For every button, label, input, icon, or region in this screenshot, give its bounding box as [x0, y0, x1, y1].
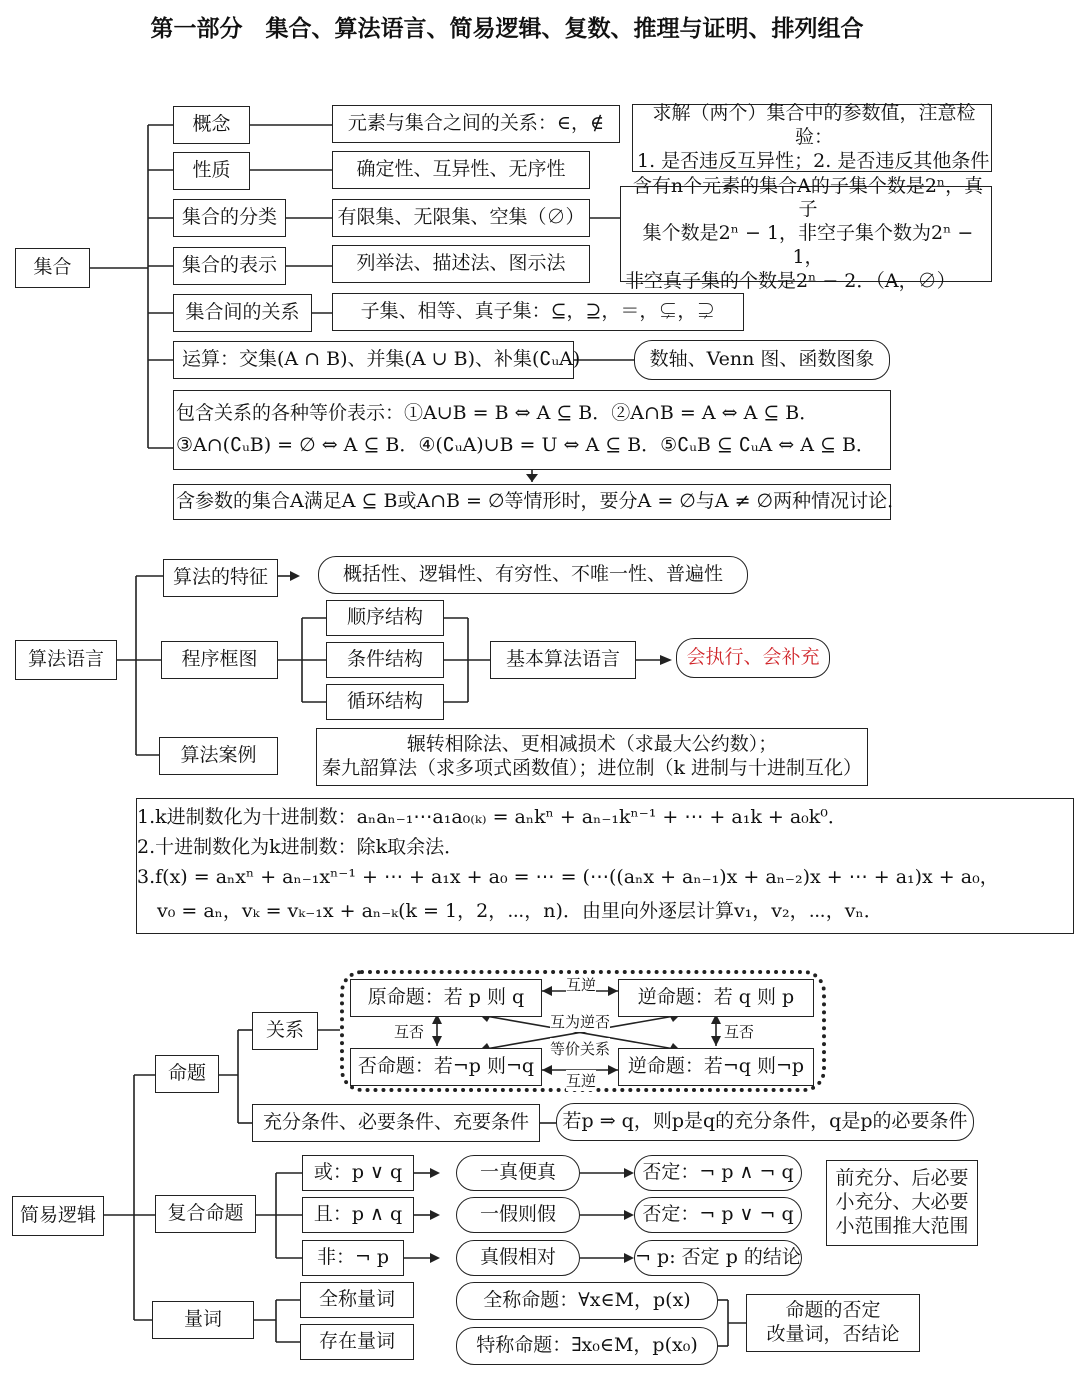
sets-property-detail: 确定性、互异性、无序性 — [332, 151, 590, 189]
logic-and-rule: 一假则假 — [456, 1197, 580, 1233]
equiv-line1: 包含关系的各种等价表示：①A∪B = B ⇔ A ⊆ B．②A∩B = A ⇔ A ⊆ B． — [176, 402, 819, 425]
logic-exist-q: 存在量词 — [300, 1324, 414, 1360]
sets-relation: 集合间的关系 — [173, 294, 312, 332]
sets-concept-detail: 元素与集合之间的关系：∈，∉ — [332, 105, 620, 143]
logic-quantifier: 量词 — [152, 1301, 254, 1339]
algo-seq: 顺序结构 — [326, 600, 444, 636]
page-title: 第一部分 集合、算法语言、简易逻辑、复数、推理与证明、排列组合 — [150, 15, 864, 42]
sets-note-subsets — [620, 174, 992, 292]
logic-compound: 复合命题 — [155, 1195, 256, 1233]
algo-formulas — [136, 798, 1074, 934]
logic-relation: 关系 — [252, 1012, 318, 1050]
cases-line2: 秦九韶算法（求多项式函数值）；进位制（k 进制与十进制互化） — [321, 757, 863, 779]
sets-represent-detail: 列举法、描述法、图示法 — [332, 245, 590, 283]
algo-cond: 条件结构 — [326, 642, 444, 678]
sets-relation-detail: 子集、相等、真子集：⊆，⊇，＝，⊊，⊋ — [332, 293, 744, 331]
cases-line1: 辗转相除法、更相减损术（求最大公约数）； — [406, 733, 778, 756]
logic-and-neg: 否定：¬ p ∨ ¬ q — [634, 1197, 802, 1233]
prop-inverse: 否命题：若¬p 则¬q — [350, 1048, 542, 1086]
label-mutual-converse-bottom: 互逆 — [566, 1072, 597, 1090]
label-mutual-contra: 互为逆否 — [550, 1013, 611, 1031]
prop-converse: 逆命题：若 q 则 p — [618, 979, 814, 1017]
mnemonic-line2: 小充分、大必要 — [835, 1191, 969, 1214]
logic-or: 或：p ∨ q — [302, 1155, 414, 1191]
prop-contrapositive: 逆命题：若¬q 则¬p — [618, 1048, 814, 1086]
logic-mnemonic — [826, 1160, 978, 1246]
sets-operation: 运算：交集(A ∩ B)、并集(A ∪ B)、补集(∁ᵤA) — [173, 341, 574, 379]
algo-basic-lang: 基本算法语言 — [490, 641, 636, 679]
sets-param-note: 含参数的集合A满足A ⊆ B或A∩B = ∅等情形时，要分A = ∅与A ≠ ∅两种情况讨论． — [173, 484, 891, 520]
algo-features-detail: 概括性、逻辑性、有穷性、不唯一性、普遍性 — [318, 556, 748, 594]
mnemonic-line1: 前充分、后必要 — [835, 1167, 969, 1190]
logic-root: 简易逻辑 — [12, 1196, 104, 1236]
label-mutual-negation-left: 互否 — [394, 1023, 425, 1041]
formula-4: v₀ = aₙ，vₖ = vₖ₋₁x + aₙ₋ₖ(k = 1，2，⋯，n)．由里向外逐层计算v₁，v₂，⋯，vₙ． — [157, 900, 883, 922]
algo-goal: 会执行、会补充 — [676, 638, 830, 678]
note1-line1: 求解（两个）集合中的参数值，注意检验： — [652, 102, 976, 149]
note2-line1: 含有n个元素的集合A的子集个数是2ⁿ，真子 — [632, 174, 984, 221]
logic-or-rule: 一真便真 — [456, 1155, 580, 1191]
mnemonic-line3: 小范围推大范围 — [835, 1214, 969, 1237]
algo-flowchart: 程序框图 — [161, 641, 278, 679]
sets-classify-detail: 有限集、无限集、空集（∅） — [332, 199, 590, 237]
sets-operation-tools: 数轴、Venn 图、函数图象 — [634, 340, 890, 380]
sets-classify: 集合的分类 — [173, 199, 286, 237]
sets-represent: 集合的表示 — [173, 247, 286, 285]
algo-features: 算法的特征 — [163, 559, 278, 597]
prop-original: 原命题：若 p 则 q — [350, 979, 542, 1017]
algo-root: 算法语言 — [15, 640, 117, 680]
sets-concept: 概念 — [173, 106, 250, 144]
logic-and: 且：p ∧ q — [302, 1197, 414, 1233]
label-mutual-converse-top: 互逆 — [566, 976, 597, 994]
logic-not-neg: ¬ p: 否定 p 的结论 — [634, 1240, 802, 1276]
logic-or-neg: 否定：¬ p ∧ ¬ q — [634, 1155, 802, 1191]
logic-universal-prop: 全称命题：∀x∈M，p(x) — [456, 1282, 718, 1320]
note2-line3: 非空真子集的个数是2ⁿ − 2．（A，∅） — [625, 269, 956, 292]
logic-not-rule: 真假相对 — [456, 1240, 580, 1276]
sets-property: 性质 — [173, 152, 250, 190]
label-mutual-negation-right: 互否 — [724, 1023, 755, 1041]
sets-note-check — [632, 104, 992, 172]
label-equivalent: 等价关系 — [550, 1040, 611, 1058]
algo-loop: 循环结构 — [326, 684, 444, 720]
logic-proposition: 命题 — [155, 1055, 219, 1093]
logic-negation-rule — [746, 1294, 920, 1352]
sets-equivalences — [173, 390, 891, 470]
formula-2: 2.十进制数化为k进制数：除k取余法． — [137, 836, 464, 858]
formula-3: 3.f(x) = aₙxⁿ + aₙ₋₁xⁿ⁻¹ + ⋯ + a₁x + a₀ = ⋯ = (⋯((aₙx + aₙ₋₁)x + aₙ₋₂)x + ⋯ + a₁)x + a₀， — [137, 866, 999, 888]
equiv-line2: ③A∩(∁ᵤB) = ∅ ⇔ A ⊆ B．④(∁ᵤA)∪B = U ⇔ A ⊆ B．⑤∁ᵤB ⊆ ∁ᵤA ⇔ A ⊆ B． — [176, 434, 875, 456]
negation-line2: 改量词，否结论 — [766, 1323, 900, 1345]
logic-conditions: 充分条件、必要条件、充要条件 — [252, 1104, 540, 1142]
formula-1: 1.k进制数化为十进制数：aₙaₙ₋₁⋯a₁a₀₍ₖ₎ = aₙkⁿ + aₙ₋₁kⁿ⁻¹ + ⋯ + a₁k + a₀k⁰． — [137, 806, 847, 828]
logic-condition-detail: 若p ⇒ q，则p是q的充分条件，q是p的必要条件 — [556, 1103, 974, 1141]
negation-line1: 命题的否定 — [785, 1299, 881, 1322]
logic-not: 非：¬ p — [302, 1240, 404, 1276]
note2-line2: 集个数是2ⁿ − 1，非空子集个数为2ⁿ − 1， — [642, 222, 974, 268]
logic-exist-prop: 特称命题：∃x₀∈M，p(x₀) — [456, 1327, 718, 1365]
algo-cases: 算法案例 — [159, 737, 278, 775]
logic-universal-q: 全称量词 — [300, 1282, 414, 1318]
algo-cases-detail — [316, 728, 868, 786]
note1-line2: 1. 是否违反互异性；2. 是否违反其他条件 — [637, 149, 990, 172]
sets-root: 集合 — [15, 248, 90, 288]
